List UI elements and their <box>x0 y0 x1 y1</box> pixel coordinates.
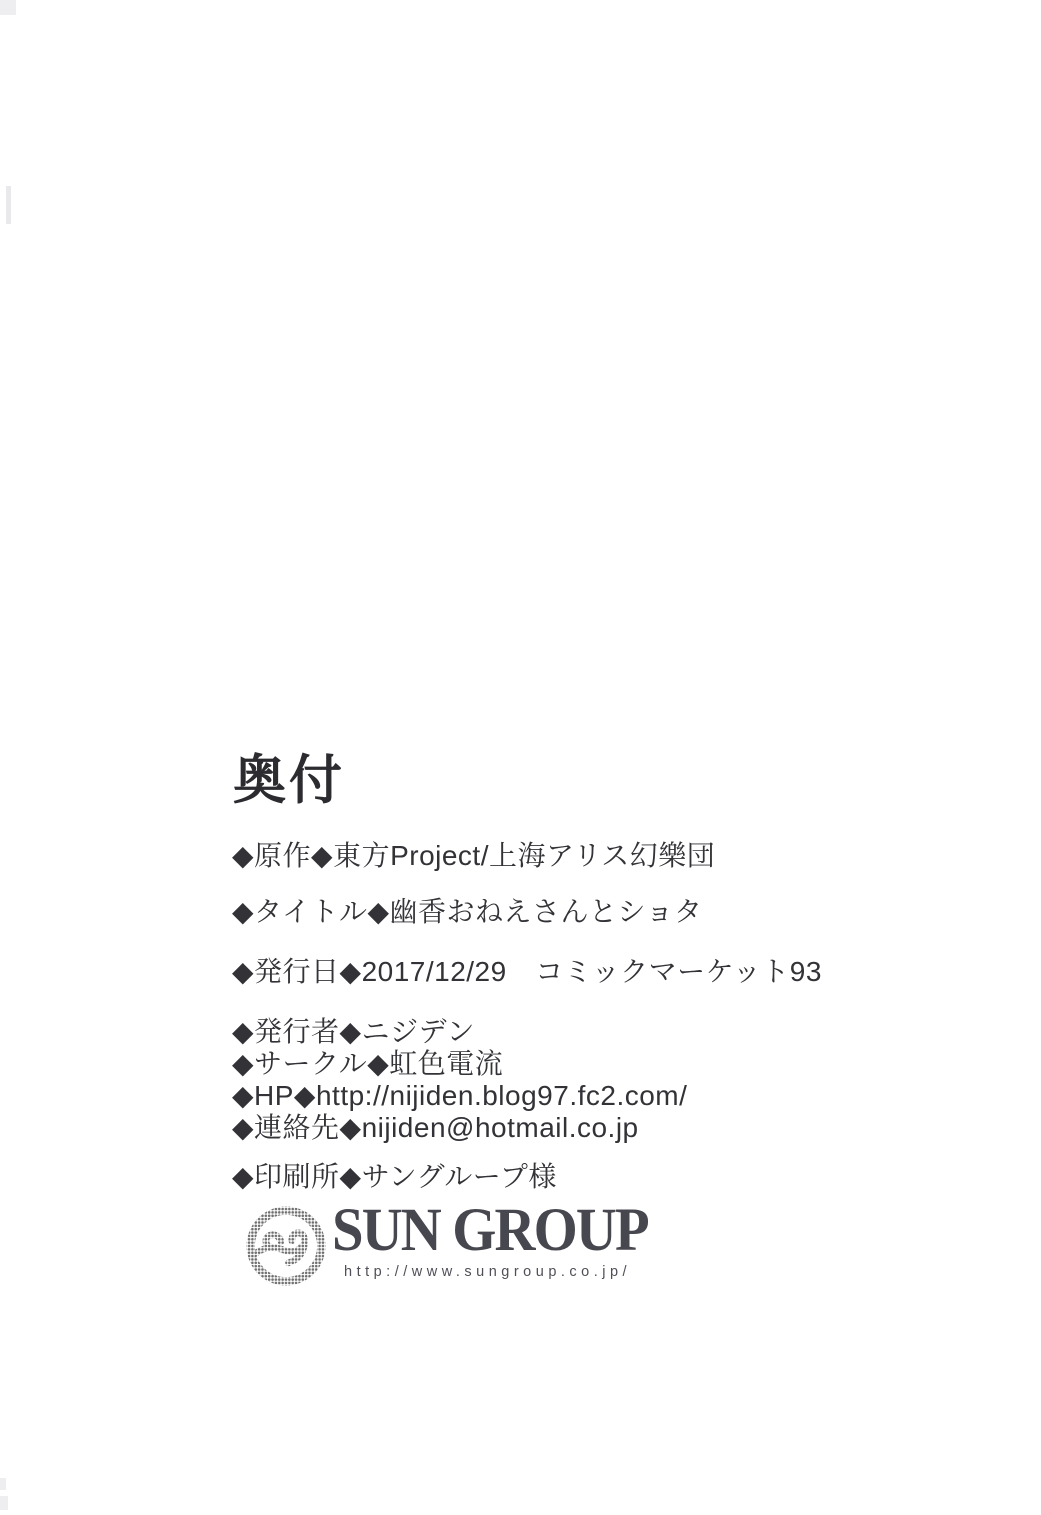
colophon-line-contact: ◆連絡先◆nijiden@hotmail.co.jp <box>232 1112 639 1143</box>
printer-logo-url: http://www.sungroup.co.jp/ <box>344 1264 632 1280</box>
sun-group-logo <box>244 1198 674 1303</box>
colophon-line-printer: ◆印刷所◆サングループ様 <box>232 1161 557 1192</box>
scan-artifact <box>0 1496 8 1510</box>
colophon-line-original-work: ◆原作◆東方Project/上海アリス幻樂団 <box>232 840 716 871</box>
scan-artifact <box>0 1478 6 1490</box>
scan-artifact <box>0 0 16 15</box>
scan-artifact <box>6 186 11 224</box>
printer-logo-name: SUN GROUP <box>332 1197 648 1264</box>
colophon-line-homepage: ◆HP◆http://nijiden.blog97.fc2.com/ <box>232 1080 688 1111</box>
colophon-line-publish-date: ◆発行日◆2017/12/29 コミックマーケット93 <box>232 956 822 987</box>
page-title: 奥付 <box>233 751 345 810</box>
colophon-line-publisher: ◆発行者◆ニジデン <box>232 1016 476 1047</box>
colophon-line-circle: ◆サークル◆虹色電流 <box>232 1048 504 1079</box>
colophon-line-title: ◆タイトル◆幽香おねえさんとショタ <box>232 896 703 927</box>
sun-group-emblem-icon <box>244 1204 328 1288</box>
